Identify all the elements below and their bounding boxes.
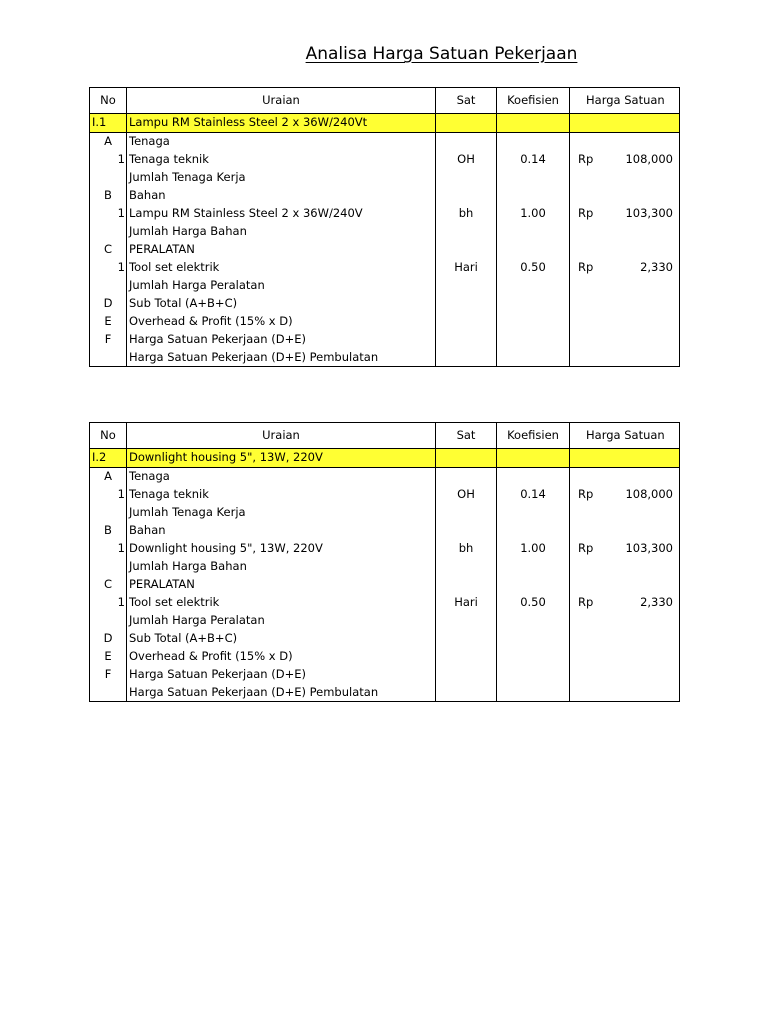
row-unit: bh: [436, 540, 497, 558]
page-title: Analisa Harga Satuan Pekerjaan: [305, 44, 578, 64]
table-row: [90, 648, 680, 666]
row-number: 1: [90, 259, 127, 277]
row-description: Bahan: [127, 522, 436, 540]
row-number: 1: [90, 540, 127, 558]
table-row: [90, 522, 680, 540]
header-sat: Sat: [436, 88, 497, 114]
row-coefficient: [497, 169, 570, 187]
header-harga-satuan: Harga Satuan: [570, 88, 680, 114]
row-number: [90, 277, 127, 295]
row-description: Bahan: [127, 187, 436, 205]
row-coefficient: [497, 331, 570, 349]
row-coefficient: [497, 187, 570, 205]
item-harga-cell: [570, 114, 680, 133]
row-number: [90, 612, 127, 630]
price-value: 103,300: [625, 205, 673, 220]
row-unit-price: [570, 468, 680, 486]
row-coefficient: [497, 558, 570, 576]
row-description: PERALATAN: [127, 241, 436, 259]
row-description: Sub Total (A+B+C): [127, 630, 436, 648]
header-koefisien: Koefisien: [497, 423, 570, 449]
row-number: B: [90, 522, 127, 540]
currency-label: Rp: [578, 486, 594, 501]
row-number: A: [90, 133, 127, 151]
header-no: No: [90, 423, 127, 449]
row-coefficient: [497, 223, 570, 241]
row-number: E: [90, 313, 127, 331]
currency-label: Rp: [578, 259, 594, 274]
row-unit-price: [570, 558, 680, 576]
row-description: Tenaga: [127, 468, 436, 486]
table-row: [90, 558, 680, 576]
row-unit: [436, 187, 497, 205]
row-number: 1: [90, 151, 127, 169]
row-coefficient: [497, 295, 570, 313]
row-coefficient: 0.50: [497, 594, 570, 612]
table-row: [90, 223, 680, 241]
item-koef-cell: [497, 449, 570, 468]
row-unit-price: [570, 349, 680, 367]
table-row: [90, 169, 680, 187]
row-coefficient: [497, 648, 570, 666]
row-unit: [436, 684, 497, 702]
table-row: [90, 295, 680, 313]
row-unit-price: [570, 133, 680, 151]
row-coefficient: 0.14: [497, 486, 570, 504]
row-description: Jumlah Tenaga Kerja: [127, 169, 436, 187]
row-coefficient: 0.50: [497, 259, 570, 277]
row-description: Jumlah Harga Peralatan: [127, 277, 436, 295]
table-row: [90, 313, 680, 331]
table-row: [90, 666, 680, 684]
row-description: Tenaga teknik: [127, 486, 436, 504]
row-unit: [436, 295, 497, 313]
row-description: Jumlah Tenaga Kerja: [127, 504, 436, 522]
header-harga-satuan: Harga Satuan: [570, 423, 680, 449]
row-coefficient: [497, 666, 570, 684]
currency-label: Rp: [578, 594, 594, 609]
table-row: [90, 259, 680, 277]
row-description: Downlight housing 5", 13W, 220V: [127, 540, 436, 558]
item-row: [90, 114, 680, 133]
row-coefficient: [497, 468, 570, 486]
row-description: Tool set elektrik: [127, 594, 436, 612]
price-value: 103,300: [625, 540, 673, 555]
row-coefficient: [497, 241, 570, 259]
row-coefficient: [497, 504, 570, 522]
row-unit: [436, 331, 497, 349]
price-value: 2,330: [640, 594, 673, 609]
row-unit-price: [570, 594, 680, 612]
table-header-row: [90, 423, 680, 449]
table-row: [90, 612, 680, 630]
row-coefficient: [497, 133, 570, 151]
row-description: Tenaga: [127, 133, 436, 151]
price-value: 108,000: [625, 486, 673, 501]
row-number: [90, 169, 127, 187]
item-sat-cell: [436, 449, 497, 468]
row-coefficient: [497, 349, 570, 367]
item-number: I.1: [90, 114, 127, 133]
row-description: PERALATAN: [127, 576, 436, 594]
row-unit: [436, 223, 497, 241]
row-coefficient: [497, 612, 570, 630]
row-unit-price: [570, 223, 680, 241]
row-number: [90, 223, 127, 241]
analysis-table: [89, 422, 680, 702]
price-value: 108,000: [625, 151, 673, 166]
row-coefficient: 1.00: [497, 205, 570, 223]
row-number: E: [90, 648, 127, 666]
row-description: Overhead & Profit (15% x D): [127, 313, 436, 331]
table-row: [90, 630, 680, 648]
row-number: 1: [90, 486, 127, 504]
item-koef-cell: [497, 114, 570, 133]
row-description: Jumlah Harga Peralatan: [127, 612, 436, 630]
row-unit-price: [570, 151, 680, 169]
table-row: [90, 151, 680, 169]
table-row: [90, 331, 680, 349]
row-unit-price: [570, 187, 680, 205]
row-unit: [436, 277, 497, 295]
header-uraian: Uraian: [127, 423, 436, 449]
row-unit: [436, 169, 497, 187]
row-coefficient: [497, 576, 570, 594]
row-number: C: [90, 241, 127, 259]
row-unit: bh: [436, 205, 497, 223]
row-unit: OH: [436, 151, 497, 169]
row-unit-price: [570, 169, 680, 187]
row-description: Lampu RM Stainless Steel 2 x 36W/240V: [127, 205, 436, 223]
row-number: A: [90, 468, 127, 486]
currency-label: Rp: [578, 540, 594, 555]
row-unit: [436, 349, 497, 367]
header-no: No: [90, 88, 127, 114]
table-row: [90, 468, 680, 486]
row-unit: [436, 313, 497, 331]
table-row: [90, 504, 680, 522]
row-description: Harga Satuan Pekerjaan (D+E): [127, 666, 436, 684]
row-number: D: [90, 295, 127, 313]
row-unit-price: [570, 576, 680, 594]
currency-label: Rp: [578, 151, 594, 166]
price-value: 2,330: [640, 259, 673, 274]
row-description: Harga Satuan Pekerjaan (D+E): [127, 331, 436, 349]
table-row: [90, 133, 680, 151]
row-unit-price: [570, 277, 680, 295]
row-coefficient: [497, 522, 570, 540]
header-sat: Sat: [436, 423, 497, 449]
row-unit-price: [570, 313, 680, 331]
row-number: [90, 684, 127, 702]
row-number: [90, 504, 127, 522]
row-unit: [436, 133, 497, 151]
row-description: Jumlah Harga Bahan: [127, 223, 436, 241]
row-unit: [436, 558, 497, 576]
row-unit-price: [570, 684, 680, 702]
row-unit: [436, 504, 497, 522]
row-coefficient: [497, 277, 570, 295]
row-number: D: [90, 630, 127, 648]
row-unit-price: [570, 259, 680, 277]
item-description: Lampu RM Stainless Steel 2 x 36W/240Vt: [127, 114, 436, 133]
table-row: [90, 594, 680, 612]
row-unit: Hari: [436, 594, 497, 612]
row-unit: [436, 468, 497, 486]
table-body: [90, 114, 680, 367]
row-unit-price: [570, 241, 680, 259]
row-unit: [436, 666, 497, 684]
row-unit-price: [570, 612, 680, 630]
item-sat-cell: [436, 114, 497, 133]
row-number: C: [90, 576, 127, 594]
row-coefficient: [497, 630, 570, 648]
table-body: [90, 449, 680, 702]
analysis-table: [89, 87, 680, 367]
row-description: Harga Satuan Pekerjaan (D+E) Pembulatan: [127, 349, 436, 367]
row-unit-price: [570, 295, 680, 313]
header-uraian: Uraian: [127, 88, 436, 114]
row-unit: [436, 612, 497, 630]
table-row: [90, 540, 680, 558]
row-coefficient: [497, 313, 570, 331]
row-unit-price: [570, 331, 680, 349]
row-unit-price: [570, 522, 680, 540]
table-row: [90, 486, 680, 504]
currency-label: Rp: [578, 205, 594, 220]
table-row: [90, 205, 680, 223]
row-coefficient: [497, 684, 570, 702]
row-unit-price: [570, 486, 680, 504]
table-row: [90, 277, 680, 295]
row-number: 1: [90, 594, 127, 612]
table-row: [90, 241, 680, 259]
row-coefficient: 0.14: [497, 151, 570, 169]
table-row: [90, 349, 680, 367]
table-row: [90, 684, 680, 702]
header-koefisien: Koefisien: [497, 88, 570, 114]
item-number: I.2: [90, 449, 127, 468]
row-unit: OH: [436, 486, 497, 504]
table-header-row: [90, 88, 680, 114]
table-row: [90, 187, 680, 205]
item-description: Downlight housing 5", 13W, 220V: [127, 449, 436, 468]
row-coefficient: 1.00: [497, 540, 570, 558]
row-unit-price: [570, 205, 680, 223]
row-number: F: [90, 666, 127, 684]
row-unit-price: [570, 666, 680, 684]
row-unit: [436, 522, 497, 540]
row-unit: Hari: [436, 259, 497, 277]
row-number: B: [90, 187, 127, 205]
row-description: Tenaga teknik: [127, 151, 436, 169]
row-description: Sub Total (A+B+C): [127, 295, 436, 313]
row-unit: [436, 576, 497, 594]
row-number: F: [90, 331, 127, 349]
row-unit-price: [570, 540, 680, 558]
table-row: [90, 576, 680, 594]
row-unit-price: [570, 648, 680, 666]
row-number: 1: [90, 205, 127, 223]
row-description: Tool set elektrik: [127, 259, 436, 277]
row-unit-price: [570, 504, 680, 522]
row-number: [90, 349, 127, 367]
row-description: Overhead & Profit (15% x D): [127, 648, 436, 666]
item-harga-cell: [570, 449, 680, 468]
row-description: Harga Satuan Pekerjaan (D+E) Pembulatan: [127, 684, 436, 702]
row-description: Jumlah Harga Bahan: [127, 558, 436, 576]
row-unit: [436, 630, 497, 648]
row-number: [90, 558, 127, 576]
item-row: [90, 449, 680, 468]
row-unit: [436, 241, 497, 259]
row-unit: [436, 648, 497, 666]
row-unit-price: [570, 630, 680, 648]
